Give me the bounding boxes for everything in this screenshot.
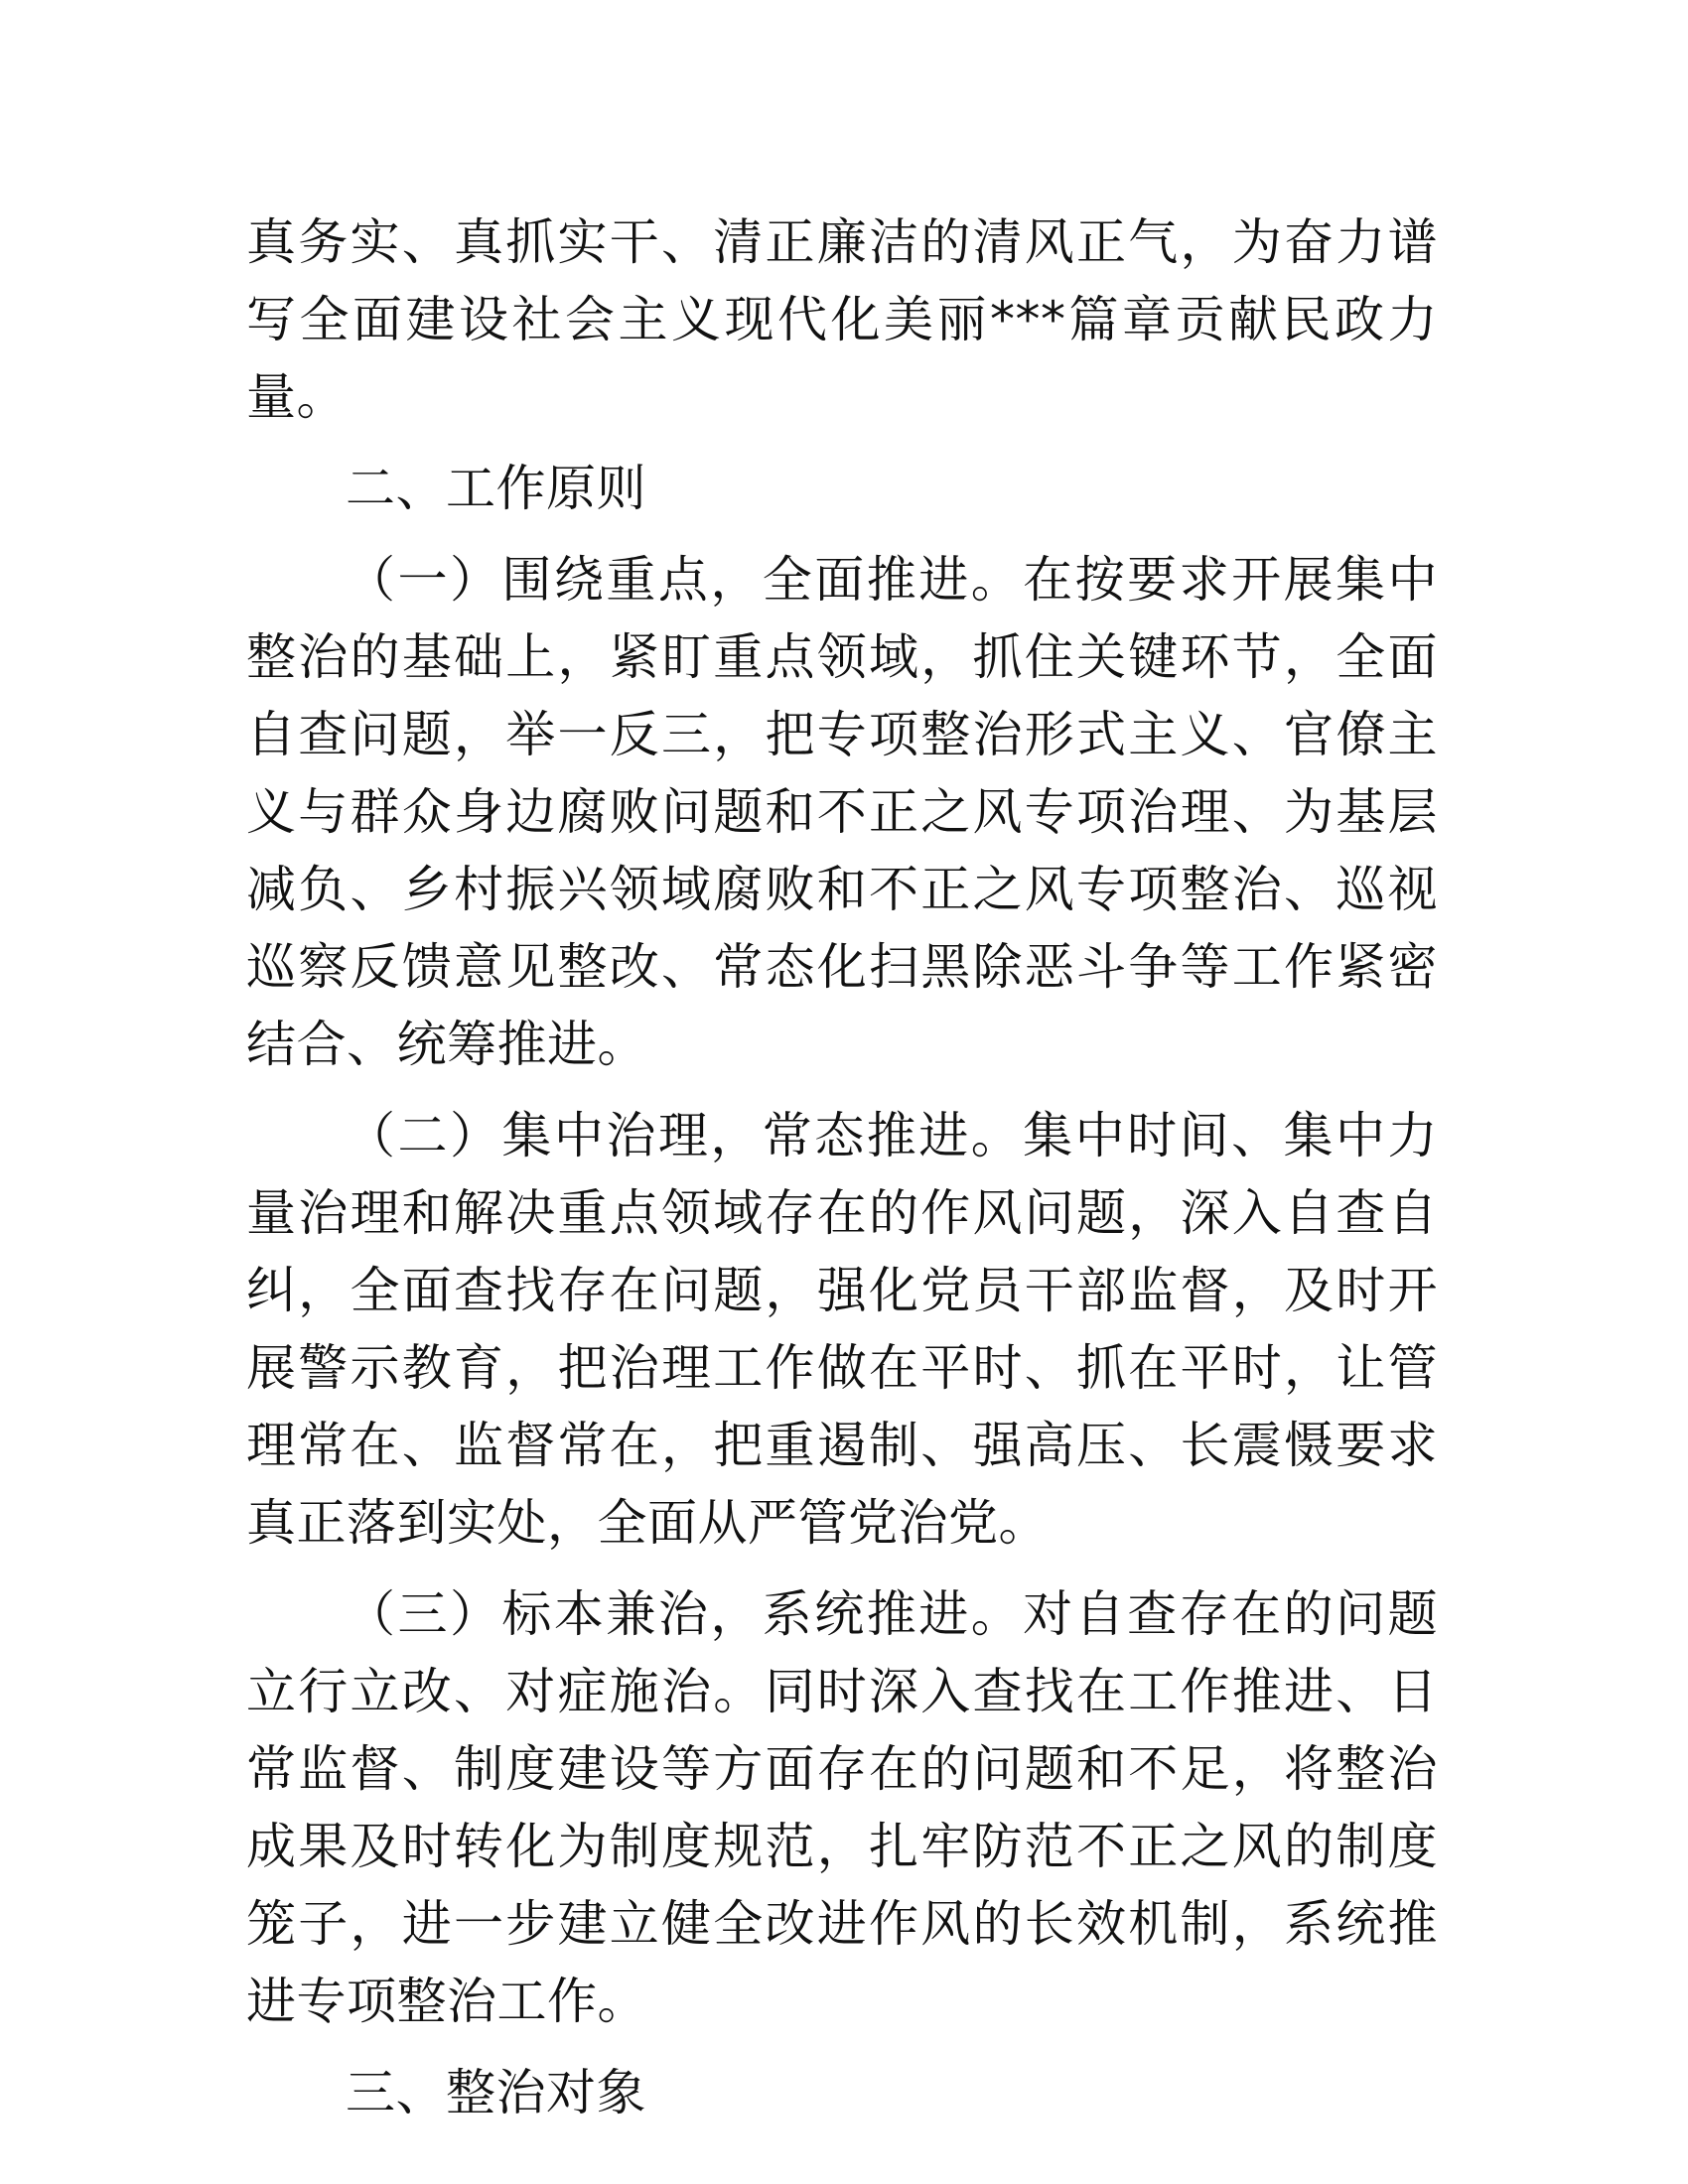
principle-1-paragraph: （一）围绕重点，全面推进。在按要求开展集中整治的基础上，紧盯重点领域，抓住关键环节，全面自查问题，举一反三，把专项整治形式主义、官僚主义与群众身边腐败问题和不正之风专项治理、为基层减负、乡村振兴领域腐败和不正之风专项整治、巡视巡察反馈意见整改、常态化扫黑除恶斗争等工作紧密结合、统筹推进。 — [246, 551, 1438, 1073]
document-body — [246, 204, 1438, 2131]
section-3-heading: 三、整治对象 — [346, 2064, 646, 2121]
paragraph-continuation: 真务实、真抓实干、清正廉洁的清风正气，为奋力谱写全面建设社会主义现代化美丽***篇章贡献民政力量。 — [246, 213, 1438, 426]
principle-3-paragraph: （三）标本兼治，系统推进。对自查存在的问题立行立改、对症施治。同时深入查找在工作推进、日常监督、制度建设等方面存在的问题和不足，将整治成果及时转化为制度规范，扎牢防范不正之风的制度笼子，进一步建立健全改进作风的长效机制，系统推进专项整治工作。 — [246, 1585, 1438, 2030]
principle-2-paragraph: （二）集中治理，常态推进。集中时间、集中力量治理和解决重点领域存在的作风问题，深入自查自纠，全面查找存在问题，强化党员干部监督，及时开展警示教育，把治理工作做在平时、抓在平时，让管理常在、监督常在，把重遏制、强高压、长震慑要求真正落到实处，全面从严管党治党。 — [246, 1107, 1438, 1552]
section-2-heading: 二、工作原则 — [346, 460, 646, 517]
